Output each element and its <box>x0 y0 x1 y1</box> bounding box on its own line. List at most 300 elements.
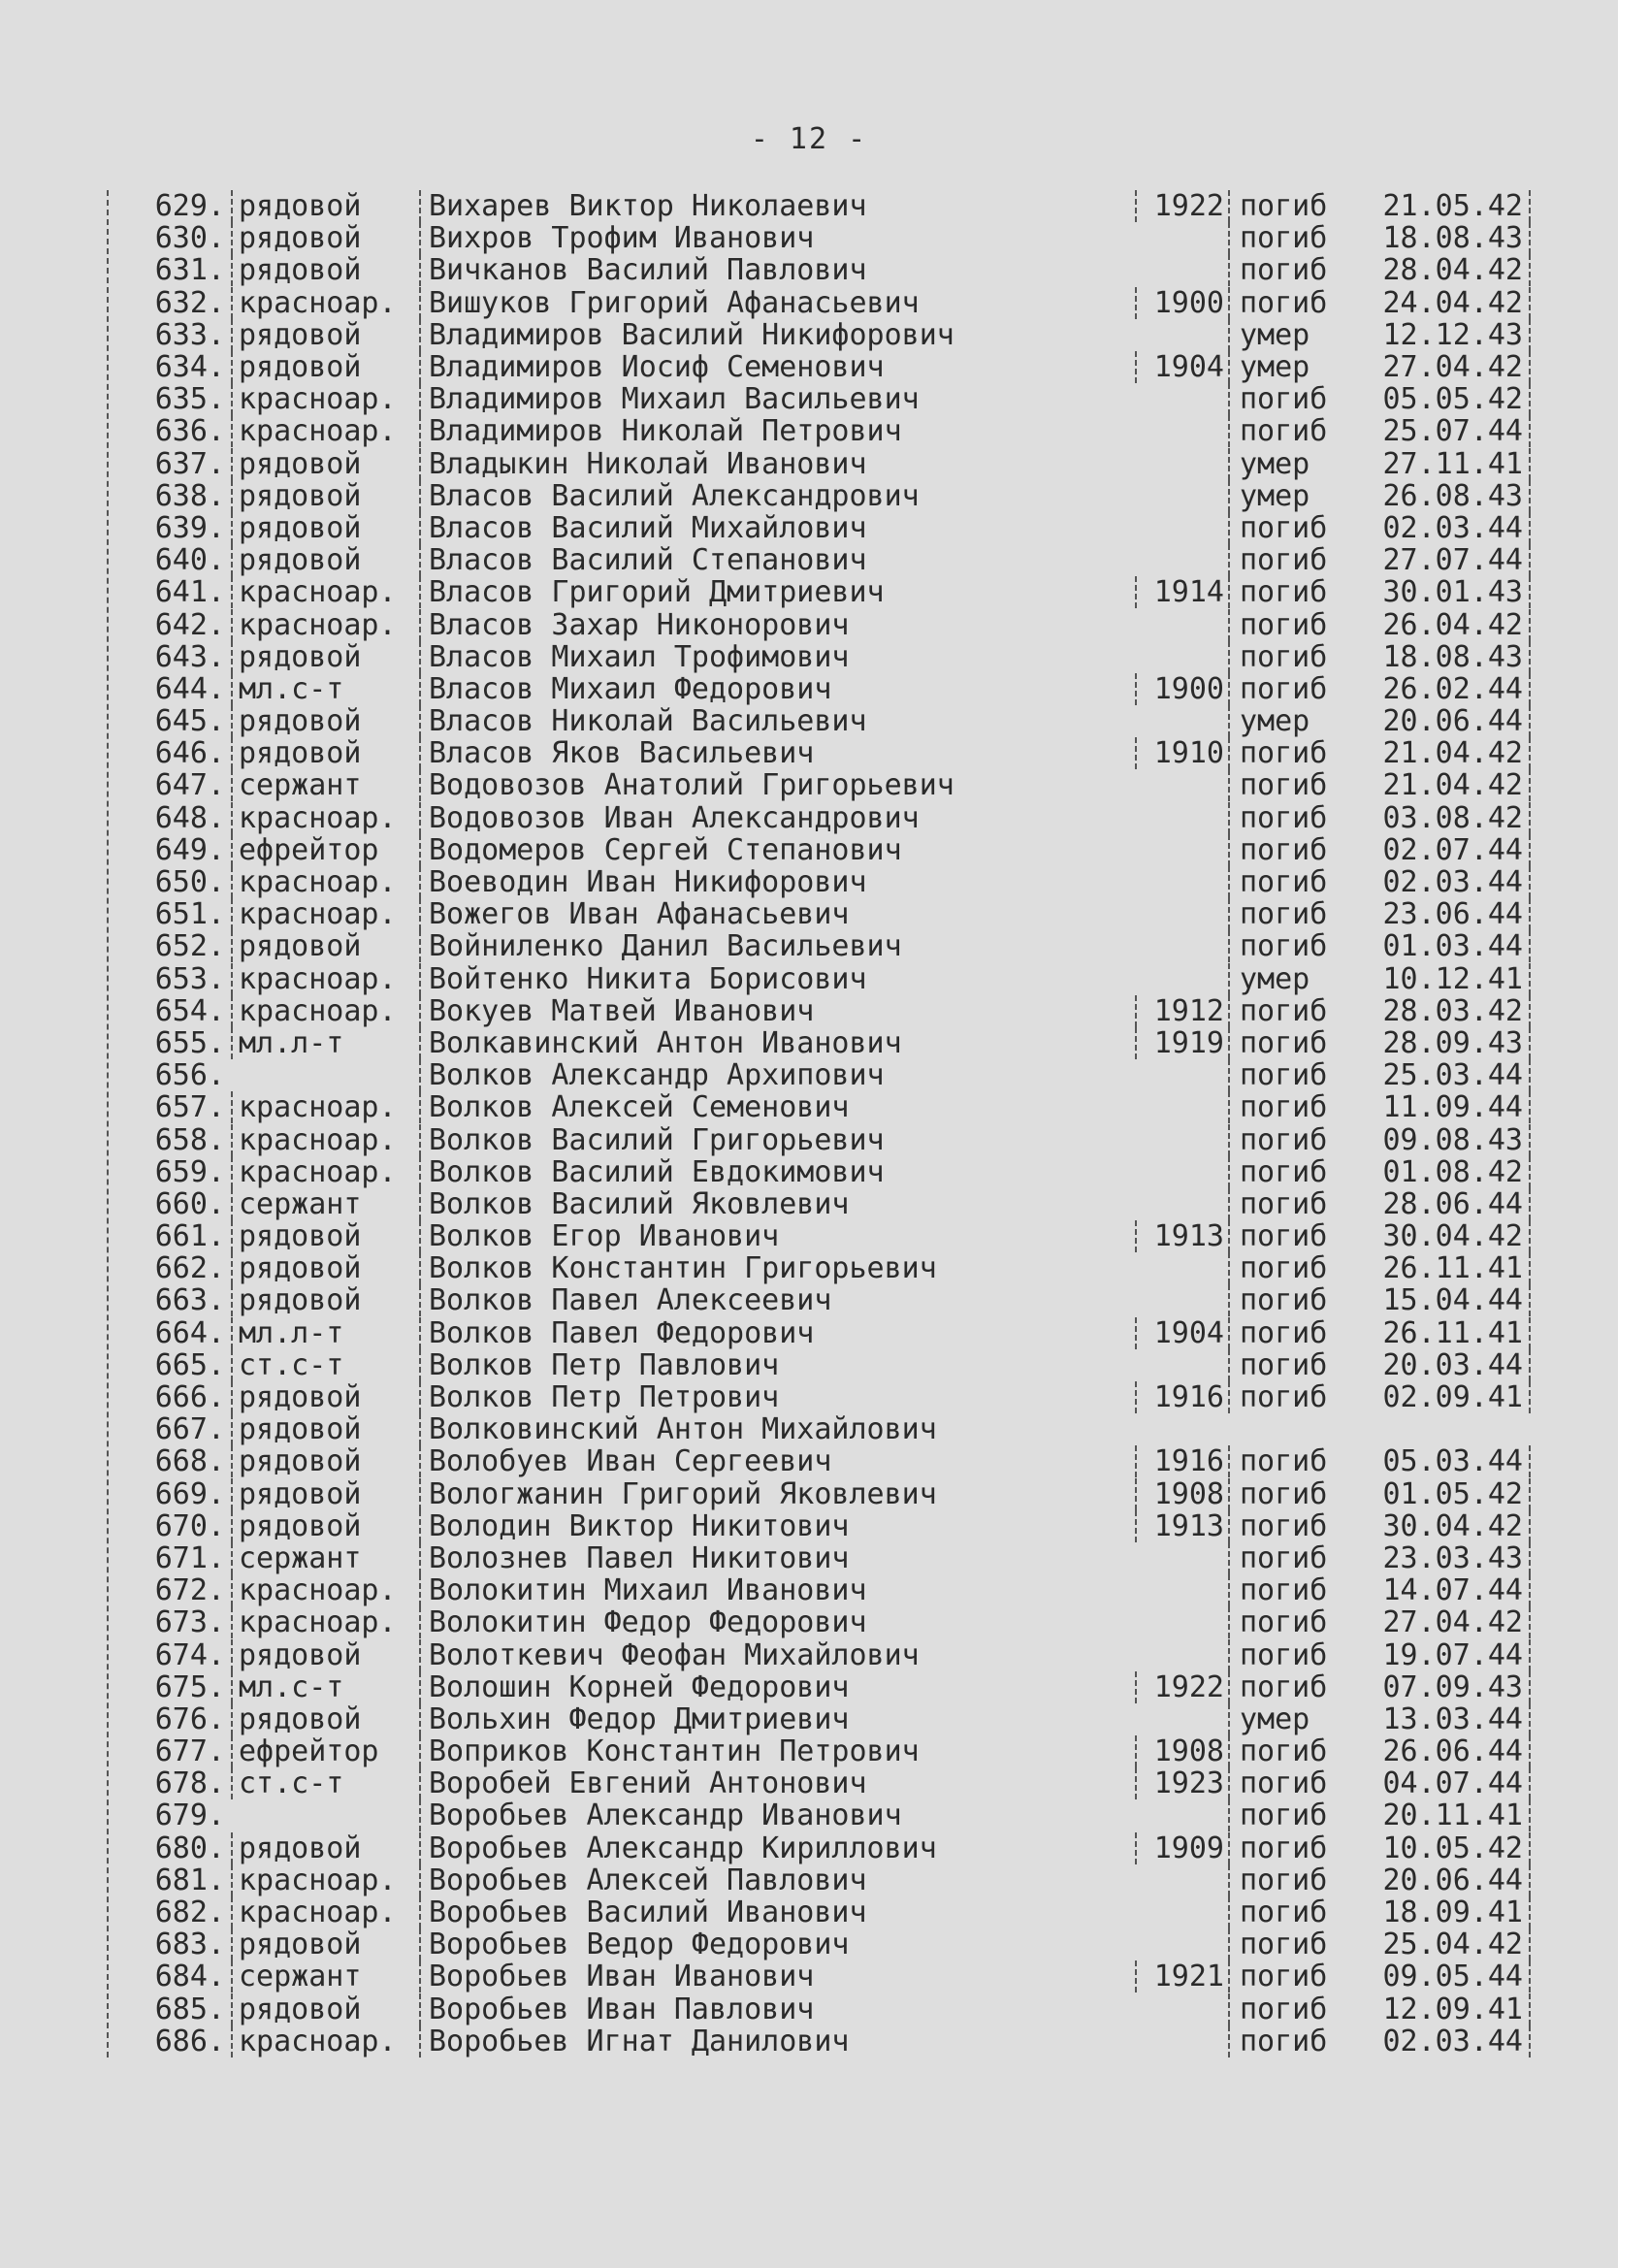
record-number: 653. <box>154 962 225 995</box>
date-of-death: 20.11.41 <box>1352 1799 1531 1831</box>
fate-status: погиб <box>1228 1091 1352 1123</box>
record-number: 667. <box>154 1413 225 1446</box>
fate-status: умер <box>1228 1703 1352 1735</box>
record-number: 644. <box>154 672 225 705</box>
date-of-death: 18.08.43 <box>1352 222 1531 254</box>
fate-status: умер <box>1228 480 1352 512</box>
table-row <box>109 254 1531 286</box>
table-row <box>109 1445 1531 1477</box>
date-of-death: 27.04.42 <box>1352 351 1531 383</box>
fate-status: погиб <box>1228 1671 1352 1703</box>
date-of-death: 03.08.42 <box>1352 802 1531 834</box>
fate-status: погиб <box>1228 2025 1352 2057</box>
record-number: 668. <box>154 1445 225 1478</box>
record-number: 679. <box>154 1799 225 1832</box>
table-row <box>109 1188 1531 1220</box>
fate-status: погиб <box>1228 1864 1352 1896</box>
military-rank: ст.с-т <box>231 1767 419 1799</box>
record-number: 675. <box>154 1670 225 1703</box>
table-row <box>109 963 1531 995</box>
table-row <box>109 1220 1531 1252</box>
full-name: Вожегов Иван Афанасьевич <box>419 898 1135 930</box>
full-name: Волков Василий Яковлевич <box>419 1188 1135 1220</box>
date-of-death: 26.02.44 <box>1352 673 1531 705</box>
fate-status: погиб <box>1228 737 1352 769</box>
table-row <box>109 1606 1531 1638</box>
military-rank: красноар. <box>231 963 419 995</box>
date-of-death: 04.07.44 <box>1352 1767 1531 1799</box>
table-row <box>109 834 1531 866</box>
table-row <box>109 383 1531 415</box>
date-of-death: 10.05.42 <box>1352 1832 1531 1864</box>
military-rank: рядовой <box>231 512 419 544</box>
full-name: Воробьев Александр Кириллович <box>419 1832 1135 1864</box>
date-of-death: 21.04.42 <box>1352 769 1531 801</box>
record-number: 635. <box>154 383 225 416</box>
full-name: Владыкин Николай Иванович <box>419 448 1135 480</box>
fate-status: погиб <box>1228 383 1352 415</box>
table-row <box>109 576 1531 608</box>
full-name: Владимиров Михаил Васильевич <box>419 383 1135 415</box>
full-name: Власов Яков Васильевич <box>419 737 1135 769</box>
table-row <box>109 480 1531 512</box>
military-rank: рядовой <box>231 930 419 962</box>
record-number: 661. <box>154 1220 225 1253</box>
full-name: Власов Григорий Дмитриевич <box>419 576 1135 608</box>
record-number: 638. <box>154 479 225 512</box>
table-row <box>109 1993 1531 2025</box>
full-name: Волков Петр Петрович <box>419 1381 1135 1413</box>
birth-year: 1900 <box>1135 287 1228 319</box>
date-of-death: 20.06.44 <box>1352 705 1531 737</box>
date-of-death: 25.07.44 <box>1352 415 1531 447</box>
table-row <box>109 1960 1531 1993</box>
full-name: Власов Михаил Трофимович <box>419 641 1135 673</box>
full-name: Волковинский Антон Михайлович <box>419 1413 1135 1445</box>
table-row <box>109 1638 1531 1670</box>
military-rank: рядовой <box>231 1510 419 1542</box>
table-row <box>109 1317 1531 1349</box>
fate-status: погиб <box>1228 866 1352 898</box>
table-row <box>109 190 1531 222</box>
fate-status: погиб <box>1228 1928 1352 1960</box>
military-rank: мл.л-т <box>231 1317 419 1349</box>
record-number: 678. <box>154 1767 225 1800</box>
table-row <box>109 222 1531 254</box>
fate-status: погиб <box>1228 1574 1352 1606</box>
table-row <box>109 1284 1531 1316</box>
military-rank: красноар. <box>231 2025 419 2057</box>
fate-status: погиб <box>1228 769 1352 801</box>
fate-status: погиб <box>1228 512 1352 544</box>
table-row <box>109 415 1531 447</box>
table-row <box>109 769 1531 801</box>
table-row <box>109 705 1531 737</box>
record-number: 683. <box>154 1928 225 1961</box>
fate-status: погиб <box>1228 1220 1352 1252</box>
table-row <box>109 2025 1531 2057</box>
table-row <box>109 512 1531 544</box>
full-name: Вихарев Виктор Николаевич <box>419 190 1135 222</box>
record-number: 652. <box>154 930 225 963</box>
table-row <box>109 1510 1531 1542</box>
birth-year: 1913 <box>1135 1510 1228 1542</box>
table-row <box>109 1832 1531 1864</box>
military-rank: рядовой <box>231 448 419 480</box>
full-name: Вихров Трофим Иванович <box>419 222 1135 254</box>
date-of-death: 09.05.44 <box>1352 1960 1531 1993</box>
record-number: 677. <box>154 1735 225 1768</box>
date-of-death: 28.03.42 <box>1352 995 1531 1027</box>
full-name: Воробьев Василий Иванович <box>419 1896 1135 1928</box>
military-rank: рядовой <box>231 1413 419 1445</box>
birth-year: 1904 <box>1135 351 1228 383</box>
birth-year: 1916 <box>1135 1445 1228 1477</box>
date-of-death: 27.04.42 <box>1352 1606 1531 1638</box>
fate-status: погиб <box>1228 930 1352 962</box>
military-rank: мл.с-т <box>231 1671 419 1703</box>
full-name: Водовозов Иван Александрович <box>419 802 1135 834</box>
military-rank: красноар. <box>231 1124 419 1156</box>
military-rank: красноар. <box>231 995 419 1027</box>
full-name: Власов Захар Никонорович <box>419 609 1135 641</box>
full-name: Волкавинский Антон Иванович <box>419 1027 1135 1059</box>
full-name: Володин Виктор Никитович <box>419 1510 1135 1542</box>
date-of-death: 26.04.42 <box>1352 609 1531 641</box>
military-rank: рядовой <box>231 1478 419 1510</box>
record-number: 686. <box>154 2025 225 2057</box>
military-rank: сержант <box>231 1542 419 1574</box>
birth-year: 1908 <box>1135 1478 1228 1510</box>
fate-status: погиб <box>1228 1832 1352 1864</box>
table-row <box>109 351 1531 383</box>
military-rank: рядовой <box>231 351 419 383</box>
date-of-death: 02.03.44 <box>1352 866 1531 898</box>
date-of-death: 02.09.41 <box>1352 1381 1531 1413</box>
date-of-death: 23.03.43 <box>1352 1542 1531 1574</box>
military-rank: красноар. <box>231 1091 419 1123</box>
full-name: Воприков Константин Петрович <box>419 1735 1135 1767</box>
table-row <box>109 898 1531 930</box>
full-name: Воробей Евгений Антонович <box>419 1767 1135 1799</box>
record-number: 645. <box>154 705 225 738</box>
table-row <box>109 802 1531 834</box>
military-rank: красноар. <box>231 609 419 641</box>
table-row <box>109 737 1531 769</box>
full-name: Воробьев Алексей Павлович <box>419 1864 1135 1896</box>
full-name: Волоткевич Феофан Михайлович <box>419 1639 1135 1671</box>
date-of-death: 26.11.41 <box>1352 1252 1531 1284</box>
military-rank: сержант <box>231 769 419 801</box>
full-name: Волокитин Михаил Иванович <box>419 1574 1135 1606</box>
record-number: 639. <box>154 511 225 544</box>
table-row <box>109 1413 1531 1445</box>
record-number: 654. <box>154 994 225 1027</box>
birth-year: 1914 <box>1135 576 1228 608</box>
full-name: Воеводин Иван Никифорович <box>419 866 1135 898</box>
full-name: Волков Павел Алексеевич <box>419 1284 1135 1316</box>
full-name: Волознев Павел Никитович <box>419 1542 1135 1574</box>
fate-status: погиб <box>1228 802 1352 834</box>
full-name: Волков Александр Архипович <box>419 1059 1135 1091</box>
fate-status: погиб <box>1228 1767 1352 1799</box>
date-of-death: 19.07.44 <box>1352 1639 1531 1671</box>
full-name: Владимиров Василий Никифорович <box>419 319 1135 351</box>
date-of-death: 05.03.44 <box>1352 1445 1531 1477</box>
record-number: 632. <box>154 286 225 319</box>
full-name: Волков Константин Григорьевич <box>419 1252 1135 1284</box>
record-number: 649. <box>154 833 225 866</box>
date-of-death: 30.04.42 <box>1352 1220 1531 1252</box>
birth-year: 1900 <box>1135 673 1228 705</box>
full-name: Волокитин Федор Федорович <box>419 1606 1135 1638</box>
fate-status: погиб <box>1228 898 1352 930</box>
record-number: 655. <box>154 1026 225 1059</box>
record-number: 665. <box>154 1348 225 1381</box>
fate-status: погиб <box>1228 287 1352 319</box>
military-rank: сержант <box>231 1960 419 1993</box>
military-rank: рядовой <box>231 222 419 254</box>
table-row <box>109 608 1531 640</box>
date-of-death: 01.03.44 <box>1352 930 1531 962</box>
record-number: 676. <box>154 1702 225 1735</box>
military-rank: рядовой <box>231 1993 419 2025</box>
fate-status: умер <box>1228 705 1352 737</box>
record-number: 643. <box>154 640 225 673</box>
military-rank: рядовой <box>231 1284 419 1316</box>
date-of-death: 07.09.43 <box>1352 1671 1531 1703</box>
record-number: 663. <box>154 1284 225 1317</box>
record-number: 657. <box>154 1091 225 1124</box>
table-row <box>109 1091 1531 1123</box>
fate-status: погиб <box>1228 1381 1352 1413</box>
fate-status: погиб <box>1228 1960 1352 1993</box>
date-of-death: 23.06.44 <box>1352 898 1531 930</box>
record-number: 670. <box>154 1509 225 1542</box>
table-row <box>109 1542 1531 1574</box>
fate-status: погиб <box>1228 1445 1352 1477</box>
record-number: 666. <box>154 1381 225 1414</box>
fate-status: погиб <box>1228 995 1352 1027</box>
fate-status: погиб <box>1228 1188 1352 1220</box>
birth-year: 1916 <box>1135 1381 1228 1413</box>
military-rank: рядовой <box>231 737 419 769</box>
date-of-death: 02.03.44 <box>1352 512 1531 544</box>
full-name: Волошин Корней Федорович <box>419 1671 1135 1703</box>
record-number: 672. <box>154 1574 225 1607</box>
fate-status: погиб <box>1228 1349 1352 1381</box>
military-rank: рядовой <box>231 1252 419 1284</box>
military-rank: рядовой <box>231 1220 419 1252</box>
full-name: Волобуев Иван Сергеевич <box>419 1445 1135 1477</box>
record-number: 642. <box>154 608 225 641</box>
fate-status: погиб <box>1228 1639 1352 1671</box>
record-number: 636. <box>154 415 225 448</box>
date-of-death: 12.09.41 <box>1352 1993 1531 2025</box>
fate-status: умер <box>1228 963 1352 995</box>
date-of-death: 27.11.41 <box>1352 448 1531 480</box>
table-row <box>109 1252 1531 1284</box>
record-number: 682. <box>154 1896 225 1929</box>
record-number: 656. <box>154 1059 225 1092</box>
military-rank: рядовой <box>231 1445 419 1477</box>
full-name: Волков Алексей Семенович <box>419 1091 1135 1123</box>
date-of-death: 28.04.42 <box>1352 254 1531 286</box>
table-row <box>109 287 1531 319</box>
full-name: Воробьев Ведор Федорович <box>419 1928 1135 1960</box>
fate-status: погиб <box>1228 544 1352 576</box>
birth-year: 1919 <box>1135 1027 1228 1059</box>
full-name: Воробьев Игнат Данилович <box>419 2025 1135 2057</box>
date-of-death: 26.11.41 <box>1352 1317 1531 1349</box>
table-row <box>109 1671 1531 1703</box>
fate-status: погиб <box>1228 1478 1352 1510</box>
full-name: Водовозов Анатолий Григорьевич <box>419 769 1135 801</box>
table-row <box>109 930 1531 962</box>
date-of-death: 24.04.42 <box>1352 287 1531 319</box>
table-row <box>109 1059 1531 1091</box>
full-name: Войниленко Данил Васильевич <box>419 930 1135 962</box>
fate-status: умер <box>1228 448 1352 480</box>
record-number: 637. <box>154 447 225 480</box>
date-of-death: 21.05.42 <box>1352 190 1531 222</box>
date-of-death: 18.09.41 <box>1352 1896 1531 1928</box>
full-name: Войтенко Никита Борисович <box>419 963 1135 995</box>
record-number: 629. <box>154 190 225 223</box>
table-row <box>109 1156 1531 1188</box>
record-number: 660. <box>154 1187 225 1220</box>
military-rank: рядовой <box>231 190 419 222</box>
full-name: Волков Василий Евдокимович <box>419 1156 1135 1188</box>
fate-status: погиб <box>1228 641 1352 673</box>
table-row <box>109 1735 1531 1767</box>
fate-status: погиб <box>1228 576 1352 608</box>
record-number: 674. <box>154 1638 225 1671</box>
page-number: - 12 - <box>750 122 868 156</box>
military-rank: рядовой <box>231 254 419 286</box>
date-of-death: 26.08.43 <box>1352 480 1531 512</box>
fate-status: погиб <box>1228 1059 1352 1091</box>
military-rank: рядовой <box>231 1928 419 1960</box>
table-row <box>109 448 1531 480</box>
fate-status: погиб <box>1228 1993 1352 2025</box>
date-of-death: 25.04.42 <box>1352 1928 1531 1960</box>
birth-year: 1913 <box>1135 1220 1228 1252</box>
table-row <box>109 1928 1531 1960</box>
fate-status: погиб <box>1228 1124 1352 1156</box>
military-rank: красноар. <box>231 415 419 447</box>
record-number: 658. <box>154 1123 225 1156</box>
date-of-death: 20.03.44 <box>1352 1349 1531 1381</box>
date-of-death: 13.03.44 <box>1352 1703 1531 1735</box>
table-row <box>109 1896 1531 1928</box>
military-rank: рядовой <box>231 1703 419 1735</box>
record-number: 685. <box>154 1993 225 2025</box>
full-name: Вольхин Федор Дмитриевич <box>419 1703 1135 1735</box>
date-of-death: 01.05.42 <box>1352 1478 1531 1510</box>
date-of-death: 02.07.44 <box>1352 834 1531 866</box>
fate-status: погиб <box>1228 1156 1352 1188</box>
table-row <box>109 544 1531 576</box>
table-row <box>109 1767 1531 1799</box>
date-of-death: 14.07.44 <box>1352 1574 1531 1606</box>
full-name: Вичканов Василий Павлович <box>419 254 1135 286</box>
table-row <box>109 1703 1531 1735</box>
fate-status: погиб <box>1228 1284 1352 1316</box>
table-row <box>109 1799 1531 1831</box>
record-number: 648. <box>154 801 225 834</box>
fate-status: умер <box>1228 351 1352 383</box>
date-of-death: 11.09.44 <box>1352 1091 1531 1123</box>
record-number: 641. <box>154 576 225 609</box>
military-rank: ст.с-т <box>231 1349 419 1381</box>
record-number: 659. <box>154 1155 225 1188</box>
record-number: 662. <box>154 1252 225 1285</box>
date-of-death: 30.01.43 <box>1352 576 1531 608</box>
date-of-death: 09.08.43 <box>1352 1124 1531 1156</box>
fate-status: погиб <box>1228 254 1352 286</box>
birth-year: 1923 <box>1135 1767 1228 1799</box>
record-number: 640. <box>154 544 225 577</box>
military-rank: рядовой <box>231 705 419 737</box>
table-row <box>109 1027 1531 1059</box>
record-number: 684. <box>154 1960 225 1993</box>
military-rank: красноар. <box>231 802 419 834</box>
fate-status: погиб <box>1228 1896 1352 1928</box>
date-of-death: 18.08.43 <box>1352 641 1531 673</box>
full-name: Вишуков Григорий Афанасьевич <box>419 287 1135 319</box>
birth-year: 1922 <box>1135 1671 1228 1703</box>
military-rank: красноар. <box>231 1896 419 1928</box>
birth-year: 1904 <box>1135 1317 1228 1349</box>
military-rank: мл.л-т <box>231 1027 419 1059</box>
record-number: 671. <box>154 1541 225 1574</box>
full-name: Волков Василий Григорьевич <box>419 1124 1135 1156</box>
table-row <box>109 1381 1531 1413</box>
fate-status: погиб <box>1228 834 1352 866</box>
record-number: 669. <box>154 1477 225 1510</box>
full-name: Воробьев Александр Иванович <box>419 1799 1135 1831</box>
date-of-death: 28.06.44 <box>1352 1188 1531 1220</box>
date-of-death: 15.04.44 <box>1352 1284 1531 1316</box>
fate-status: погиб <box>1228 222 1352 254</box>
military-rank: рядовой <box>231 1381 419 1413</box>
fate-status: погиб <box>1228 1252 1352 1284</box>
table-row <box>109 673 1531 705</box>
date-of-death: 26.06.44 <box>1352 1735 1531 1767</box>
record-number: 650. <box>154 866 225 899</box>
full-name: Волков Петр Павлович <box>419 1349 1135 1381</box>
full-name: Власов Василий Степанович <box>419 544 1135 576</box>
military-rank: красноар. <box>231 576 419 608</box>
records-table <box>107 190 1531 2057</box>
table-row <box>109 1478 1531 1510</box>
military-rank: рядовой <box>231 480 419 512</box>
table-row <box>109 995 1531 1027</box>
record-number: 673. <box>154 1606 225 1639</box>
full-name: Воробьев Иван Иванович <box>419 1960 1135 1993</box>
date-of-death: 30.04.42 <box>1352 1510 1531 1542</box>
military-rank: красноар. <box>231 1606 419 1638</box>
record-number: 681. <box>154 1863 225 1896</box>
date-of-death: 10.12.41 <box>1352 963 1531 995</box>
date-of-death: 28.09.43 <box>1352 1027 1531 1059</box>
military-rank: красноар. <box>231 866 419 898</box>
military-rank: сержант <box>231 1188 419 1220</box>
fate-status: погиб <box>1228 1735 1352 1767</box>
full-name: Власов Василий Александрович <box>419 480 1135 512</box>
record-number: 630. <box>154 222 225 255</box>
